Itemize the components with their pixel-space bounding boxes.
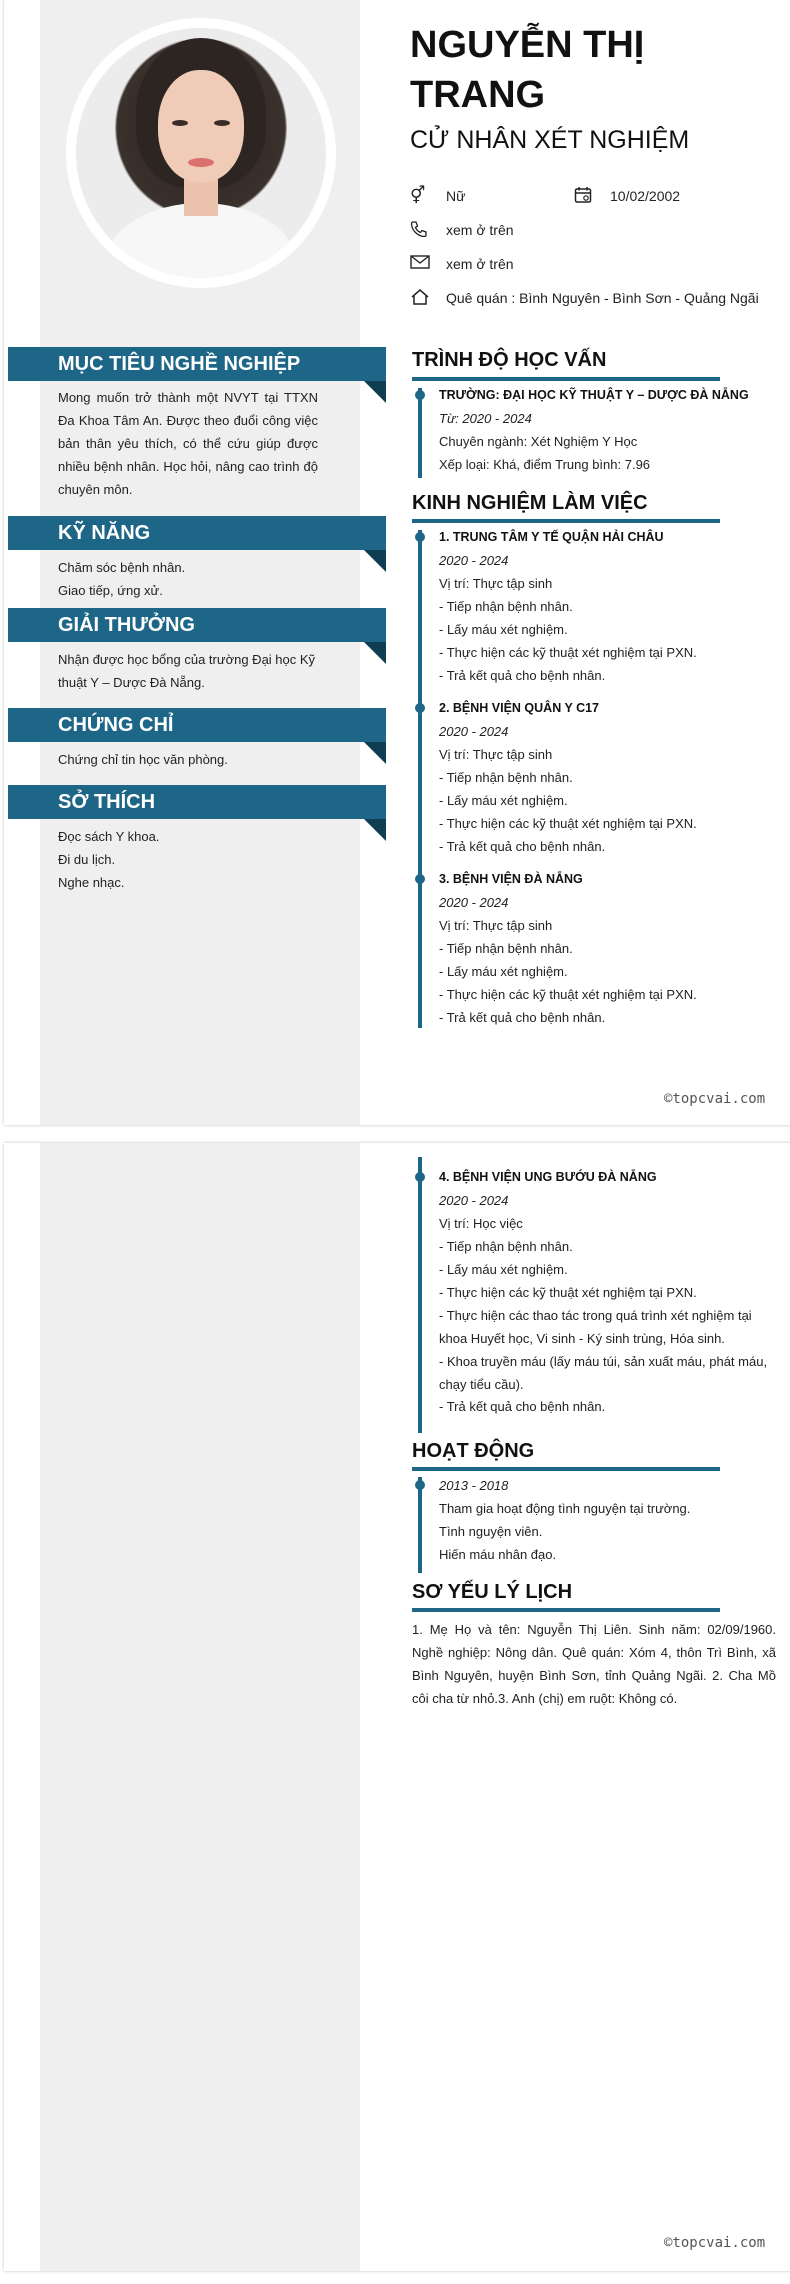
gender-value: Nữ: [446, 188, 466, 204]
list-item: Tham gia hoạt động tình nguyện tại trường.: [439, 1501, 691, 1516]
email-icon: [410, 254, 432, 274]
certificates-text: Chứng chỉ tin học văn phòng.: [58, 752, 228, 767]
skills-heading: KỸ NĂNG: [8, 516, 386, 550]
address-value: Quê quán : Bình Nguyên - Bình Sơn - Quảng Ngãi: [446, 290, 759, 306]
full-name: NGUYỄN THỊ TRANG: [410, 24, 645, 116]
activities-heading: HOẠT ĐỘNG: [412, 1440, 535, 1462]
education-school: TRƯỜNG: ĐẠI HỌC KỸ THUẬT Y – DƯỢC ĐÀ NẴNG: [439, 388, 749, 402]
biography-text: 1. Mẹ Họ và tên: Nguyễn Thị Liên. Sinh năm: 02/09/1960. Nghề nghiệp: Nông dân. Quê quán: Xóm 4, thôn Trì Bình, xã Bình Nguyên, huyện Bình Sơn, tỉnh Quảng Ngãi. 2. Cha Mồ côi cha từ nhỏ.3. Anh (chị) em ruột: Không có.: [412, 1622, 776, 1706]
list-item: Nghe nhạc.: [58, 875, 125, 890]
education-heading: TRÌNH ĐỘ HỌC VẤN: [412, 349, 607, 371]
awards-text: Nhận được học bổng của trường Đại học Kỹ thuật Y – Dược Đà Nẵng.: [58, 652, 316, 690]
skills-list: [58, 556, 318, 602]
experience-heading: KINH NGHIỆM LÀM VIỆC: [412, 492, 648, 514]
objective-text: Mong muốn trở thành một NVYT tại TTXN Đa Khoa Tâm An. Được theo đuổi công việc bản thân yêu thích, có thể cứu giúp được nhiều bệnh nhân. Học hỏi, nâng cao trình độ chuyên môn.: [58, 390, 318, 497]
list-item: Tình nguyện viên.: [439, 1524, 543, 1539]
objective-heading: MỤC TIÊU NGHỀ NGHIỆP: [8, 347, 386, 381]
biography-heading: SƠ YẾU LÝ LỊCH: [412, 1581, 573, 1603]
phone-value: xem ở trên: [446, 222, 514, 238]
birthdate-value: 10/02/2002: [610, 188, 681, 204]
email-value: xem ở trên: [446, 256, 514, 272]
phone-icon: [410, 220, 432, 240]
education-grade: Xếp loại: Khá, điểm Trung bình: 7.96: [439, 457, 651, 472]
list-item: Đi du lịch.: [58, 852, 116, 867]
activities-period: 2013 - 2018: [439, 1478, 509, 1493]
education-major: Chuyên ngành: Xét Nghiệm Y Học: [439, 434, 638, 449]
list-item: Đọc sách Y khoa.: [58, 829, 160, 844]
avatar: [76, 28, 326, 278]
sidebar: [40, 1143, 360, 2271]
education-period: Từ: 2020 - 2024: [439, 411, 532, 426]
job-title: CỬ NHÂN XÉT NGHIỆM: [410, 126, 690, 154]
calendar-icon: [574, 186, 596, 206]
watermark: ©topcvai.com: [664, 1091, 766, 1107]
cv-page-2: 4. BỆNH VIỆN UNG BƯỚU ĐÀ NẴNG 2020 - 2024 Vị trí: Học việc - Tiếp nhận bệnh nhân. - Lấy máu xét nghiệm. - Thực hiện các kỹ thuật xét nghiệm tại PXN. - Thực hiện các thao tác trong quá trình xét nghiệm tại khoa Huyết học, Vi sinh - Ký sinh trùng, Hóa sinh. - Khoa truyền máu (lấy máu túi, sản xuất máu, phát máu, chạy tiểu cầu). - Trả kết quả cho bệnh nhân. HOẠT ĐỘNG 2013 - 2018 Tham gia hoạt động tình nguyện tại trường. Tình nguyện viên. Hiến máu nhân đạo. SƠ YẾU LÝ LỊCH 1. Mẹ Họ và tên: Nguyễn Thị Liên. Sinh năm: 02/09/1960. Nghề nghiệp: Nông dân. Quê quán: Xóm 4, thôn Trì Bình, xã Bình Nguyên, huyện Bình Sơn, tỉnh Quảng Ngãi. 2. Cha Mồ côi cha từ nhỏ.3. Anh (chị) em ruột: Không có. ©topcvai.com: [4, 1143, 790, 2271]
watermark: ©topcvai.com: [664, 2235, 766, 2251]
certificates-heading: CHỨNG CHỈ: [8, 708, 386, 742]
cv-page-1: NGUYỄN THỊ TRANG CỬ NHÂN XÉT NGHIỆM ⚥ Nữ 10/02/2002 xem ở trên xem ở trên Quê quán : Bình Nguyên - Bình Sơn - Quảng Ngãi MỤC TIÊU NGHỀ NGHIỆP Mong muốn trở thành một NVYT tại TTXN Đa Khoa Tâm An. Được theo đuổi công việc bản thân yêu thích, có thể cứu giúp được nhiều bệnh nhân. Học hỏi, nâng cao trình độ chuyên môn. KỸ NĂNG Chăm sóc bệnh nhân. Giao tiếp, ứng xử. GIẢI THƯỞNG Nhận được học bổng của trường Đại học Kỹ thuật Y – Dược Đà Nẵng. CHỨNG CHỈ Chứng chỉ tin học văn phòng. SỞ THÍCH Đọc sách Y khoa. Đi du lịch. Nghe nhạc. TRÌNH ĐỘ HỌC VẤN TRƯỜNG: ĐẠI HỌC KỸ THUẬT Y – DƯỢC ĐÀ NẴNG Từ: 2020 - 2024 Chuyên ngành: Xét Nghiệm Y Học Xếp loại: Khá, điểm Trung bình: 7.96 KINH NGHIỆM LÀM VIỆC 1. TRUNG TÂM Y TẾ QUẬN HẢI CHÂU 2020 - 2024 Vị trí: Thực tập sinh - Tiếp nhận bệnh nhân. - Lấy máu xét nghiệm. - Thực hiện các kỹ thuật xét nghiệm tại PXN. - Trả kết quả cho bệnh nhân. 2. BỆNH VIỆN QUÂN Y C17 2020 - 2024 Vị trí: Thực tập sinh - Tiếp nhận bệnh nhân. - Lấy máu xét nghiệm. - Thực hiện các kỹ thuật xét nghiệm tại PXN. - Trả kết quả cho bệnh nhân. 3. BỆNH VIỆN ĐÀ NẴNG 2020 - 2024 Vị trí: Thực tập sinh - Tiếp nhận bệnh nhân. - Lấy máu xét nghiệm. - Thực hiện các kỹ thuật xét nghiệm tại PXN. - Trả kết quả cho bệnh nhân. ©topcvai.com: [4, 0, 790, 1125]
list-item: Chăm sóc bệnh nhân.: [58, 560, 186, 575]
awards-heading: GIẢI THƯỞNG: [8, 608, 386, 642]
hobbies-heading: SỞ THÍCH: [8, 785, 386, 819]
list-item: Giao tiếp, ứng xử.: [58, 583, 163, 598]
home-icon: [410, 288, 432, 308]
list-item: Hiến máu nhân đạo.: [439, 1547, 557, 1562]
gender-icon: ⚥: [410, 186, 426, 205]
hobbies-list: [58, 825, 318, 894]
